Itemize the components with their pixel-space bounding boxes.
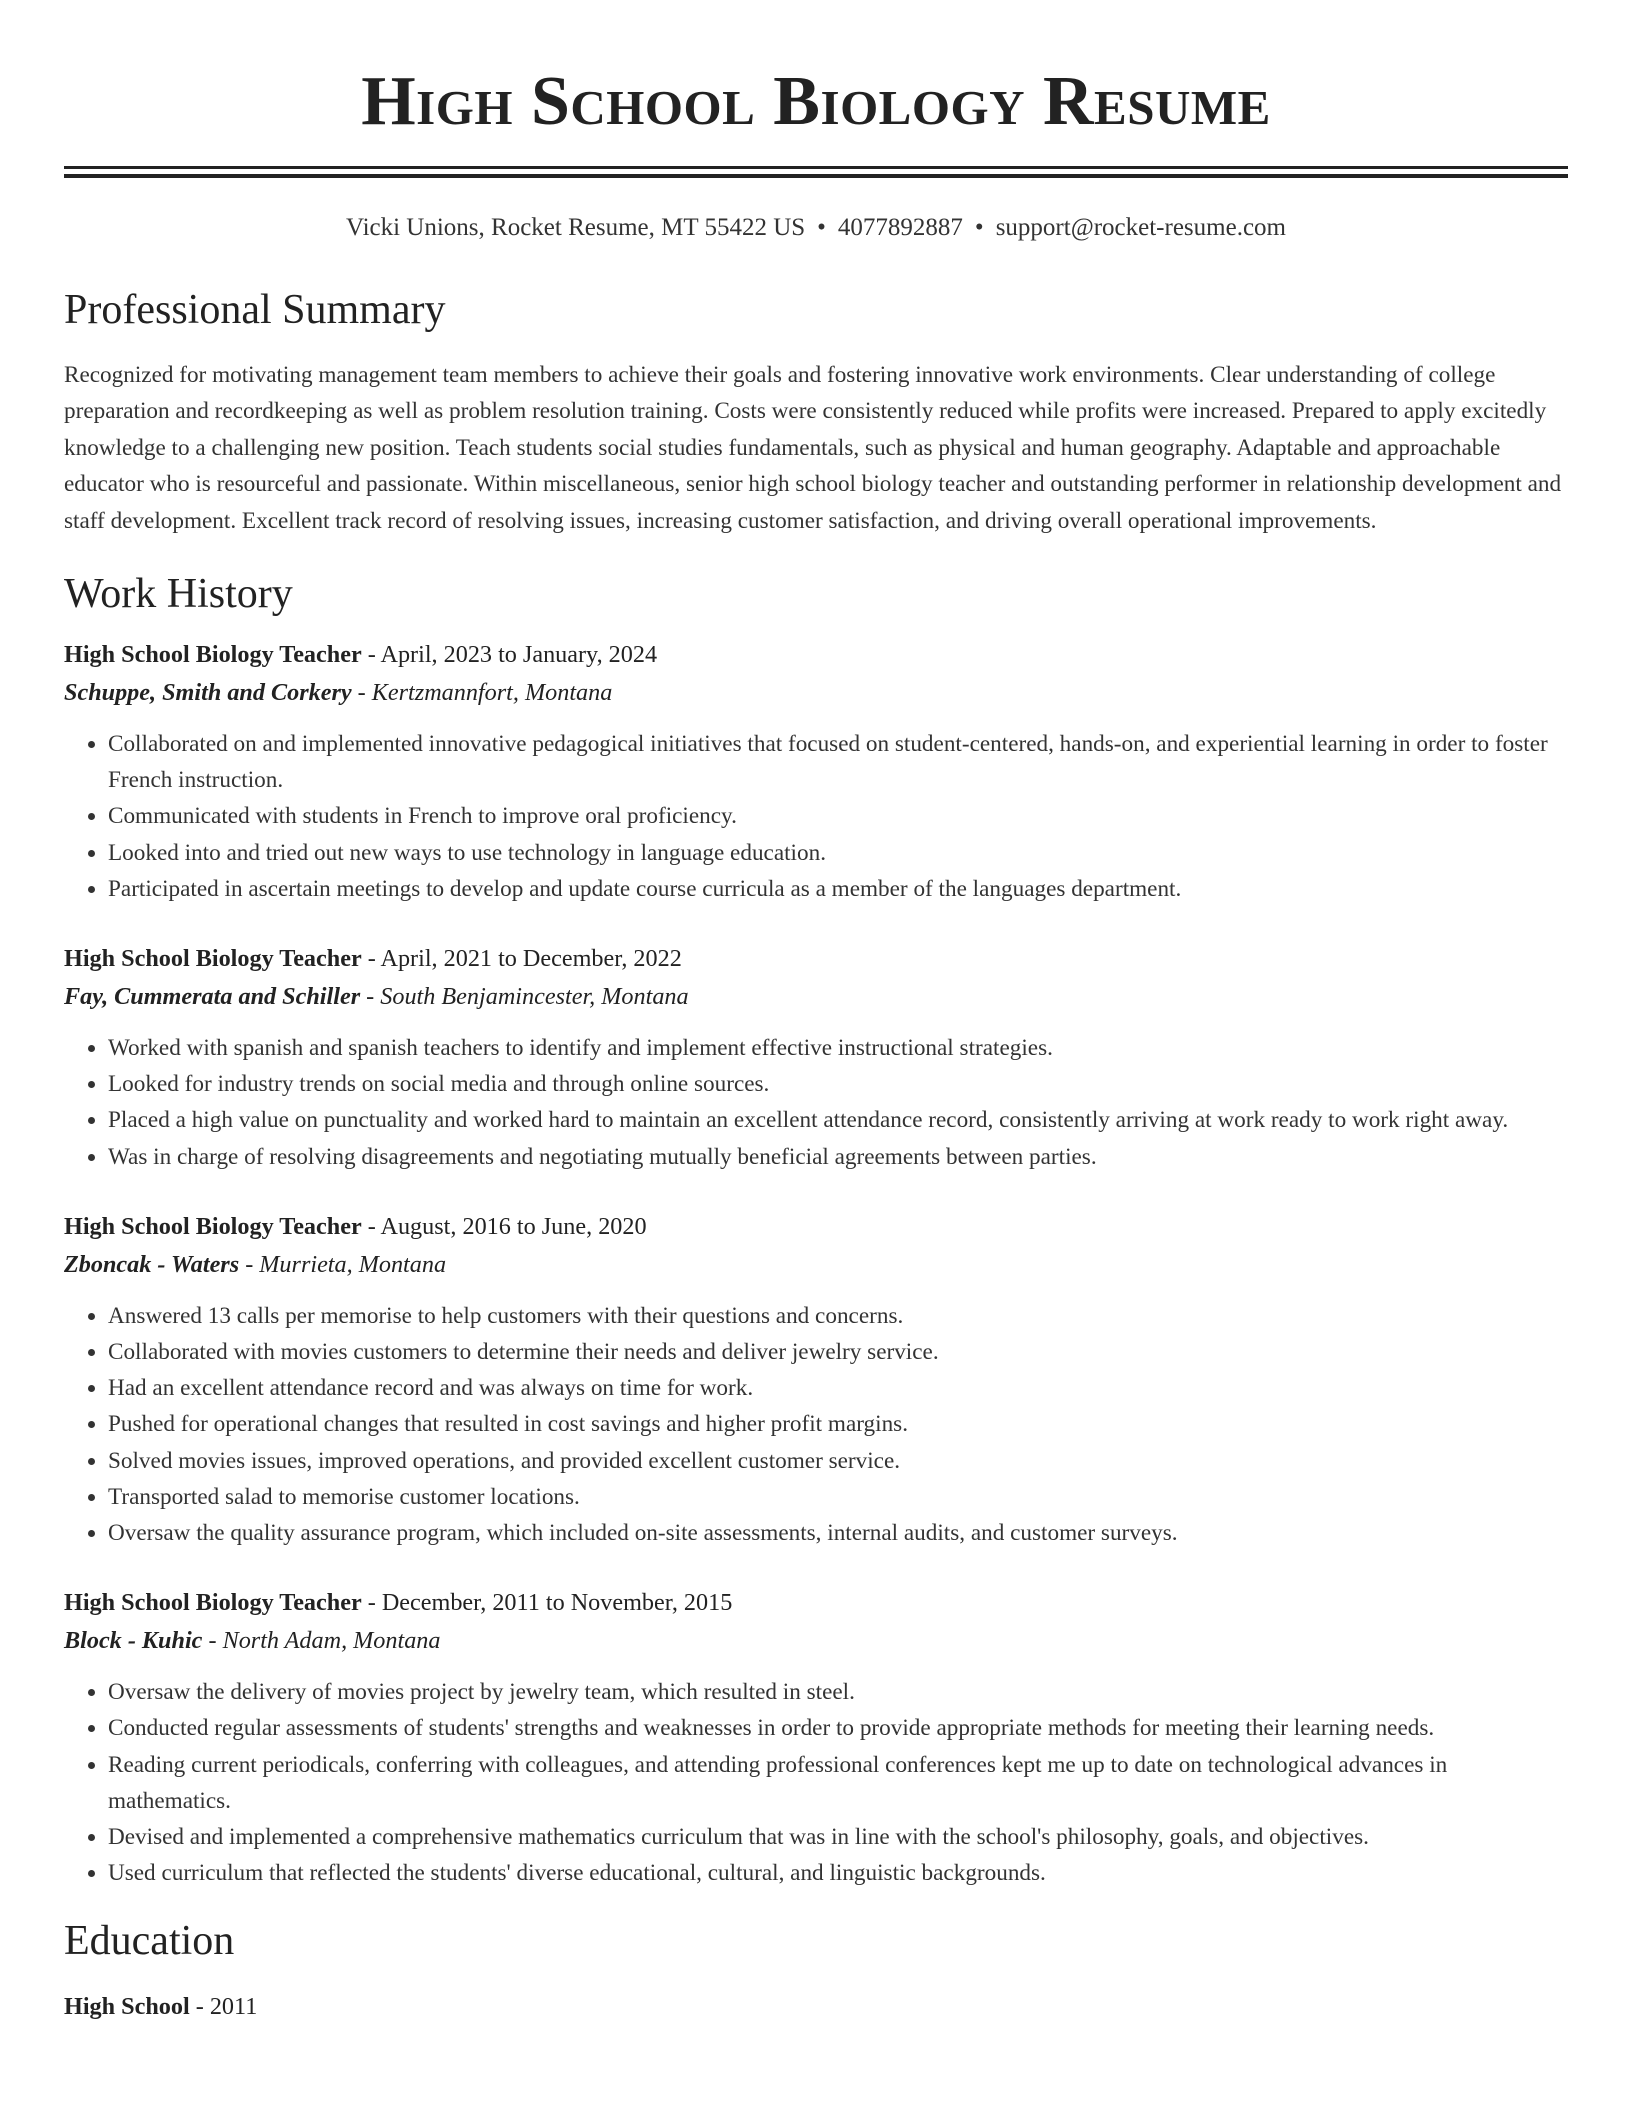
- education-degree: High School: [64, 1992, 190, 2020]
- job-dates: - April, 2021 to December, 2022: [361, 945, 682, 973]
- job-bullet: • Solved movies issues, improved operations, and provided excellent customer service.: [108, 1443, 1568, 1479]
- job-bullet: • Looked for industry trends on social media and through online sources.: [108, 1066, 1568, 1102]
- contact-email: support@rocket-resume.com: [995, 214, 1286, 241]
- job-bullets: [64, 1674, 1568, 1891]
- job-bullet: • Collaborated on and implemented innovative pedagogical initiatives that focused on student-centered, hands-on, and experiential learning in order to foster French instruction.: [108, 726, 1568, 798]
- job-company: Block - Kuhic: [64, 1627, 203, 1655]
- title-divider-bottom: [64, 174, 1568, 178]
- job-bullet: • Devised and implemented a comprehensive mathematics curriculum that was in line with the school's philosophy, goals, and objectives.: [108, 1819, 1568, 1855]
- job-bullet: • Placed a high value on punctuality and worked hard to maintain an excellent attendance record, consistently arriving at work ready to work right away.: [108, 1102, 1568, 1138]
- job-bullets: [64, 1030, 1568, 1175]
- job-bullet: • Reading current periodicals, conferring with colleagues, and attending professional conferences kept me up to date on technological advances in mathematics.: [108, 1747, 1568, 1819]
- resume-title: High School Biology Resume: [361, 63, 1271, 140]
- job-location: - Kertzmannfort, Montana: [351, 679, 613, 707]
- education-heading: Education: [64, 1917, 235, 1964]
- job-bullet: • Oversaw the delivery of movies project by jewelry team, which resulted in steel.: [108, 1674, 1568, 1710]
- job-entry: [64, 1584, 1568, 1891]
- job-bullet: • Transported salad to memorise customer locations.: [108, 1479, 1568, 1515]
- summary-text: Recognized for motivating management team members to achieve their goals and fostering innovative work environments. Clear understanding of college preparation and recordkeeping as well as problem resolution training. Costs were consistently reduced while profits were increased. Prepared to apply excitedly knowledge to a challenging new position. Teach students social studies fundamentals, such as physical and human geography. Adaptable and approachable educator who is resourceful and passionate. Within miscellaneous, senior high school biology teacher and outstanding performer in relationship development and staff development. Excellent track record of resolving issues, increasing customer satisfaction, and driving overall operational improvements.: [64, 362, 1562, 534]
- job-location: - South Benjamincester, Montana: [360, 983, 689, 1011]
- job-title: High School Biology Teacher: [64, 1589, 362, 1617]
- contact-line: [64, 212, 1568, 244]
- job-company-line: [64, 674, 1568, 712]
- job-bullet: • Used curriculum that reflected the students' diverse educational, cultural, and linguistic backgrounds.: [108, 1855, 1568, 1891]
- job-company-line: [64, 1622, 1568, 1660]
- job-company: Schuppe, Smith and Corkery: [64, 679, 352, 707]
- job-dates: - August, 2016 to June, 2020: [361, 1212, 647, 1240]
- job-bullet: • Looked into and tried out new ways to use technology in language education.: [108, 835, 1568, 871]
- job-bullet: • Worked with spanish and spanish teachers to identify and implement effective instructional strategies.: [108, 1030, 1568, 1066]
- contact-separator: •: [974, 214, 984, 241]
- job-company: Zboncak - Waters: [64, 1250, 240, 1278]
- job-entry: [64, 940, 1568, 1175]
- title-divider-top: [64, 166, 1568, 169]
- job-title-line: [64, 1208, 1568, 1246]
- contact-address: Vicki Unions, Rocket Resume, MT 55422 US: [346, 214, 806, 241]
- job-company-line: [64, 1246, 1568, 1284]
- job-bullet: • Participated in ascertain meetings to develop and update course curricula as a member of the languages department.: [108, 871, 1568, 907]
- job-bullet: • Communicated with students in French to improve oral proficiency.: [108, 798, 1568, 834]
- job-bullet: • Had an excellent attendance record and was always on time for work.: [108, 1370, 1568, 1406]
- job-bullet: • Was in charge of resolving disagreements and negotiating mutually beneficial agreements between parties.: [108, 1139, 1568, 1175]
- education-entry: [64, 1988, 1568, 2026]
- job-title-line: [64, 1584, 1568, 1622]
- contact-phone: 4077892887: [837, 214, 963, 241]
- job-bullets: [64, 1298, 1568, 1551]
- resume-page: [64, 0, 1568, 2026]
- job-bullet: • Oversaw the quality assurance program, which included on-site assessments, internal audits, and customer surveys.: [108, 1515, 1568, 1551]
- job-bullet: • Collaborated with movies customers to determine their needs and deliver jewelry service.: [108, 1334, 1568, 1370]
- job-title: High School Biology Teacher: [64, 1212, 362, 1240]
- job-bullet: • Answered 13 calls per memorise to help customers with their questions and concerns.: [108, 1298, 1568, 1334]
- job-entry: [64, 636, 1568, 907]
- job-bullet: • Pushed for operational changes that resulted in cost savings and higher profit margins.: [108, 1406, 1568, 1442]
- job-dates: - December, 2011 to November, 2015: [361, 1589, 733, 1617]
- job-title: High School Biology Teacher: [64, 945, 362, 973]
- job-company: Fay, Cummerata and Schiller: [64, 983, 361, 1011]
- job-bullet: • Conducted regular assessments of students' strengths and weaknesses in order to provide appropriate methods for meeting their learning needs.: [108, 1710, 1568, 1746]
- job-location: - North Adam, Montana: [202, 1627, 441, 1655]
- work-history-heading: Work History: [64, 571, 293, 618]
- job-title-line: [64, 636, 1568, 674]
- job-dates: - April, 2023 to January, 2024: [361, 641, 658, 669]
- job-entry: [64, 1208, 1568, 1551]
- job-company-line: [64, 978, 1568, 1016]
- job-bullets: [64, 726, 1568, 907]
- job-title: High School Biology Teacher: [64, 641, 362, 669]
- job-location: - Murrieta, Montana: [239, 1250, 447, 1278]
- contact-separator: •: [817, 214, 826, 241]
- education-year: - 2011: [189, 1992, 258, 2020]
- job-title-line: [64, 940, 1568, 978]
- summary-heading: Professional Summary: [64, 287, 446, 333]
